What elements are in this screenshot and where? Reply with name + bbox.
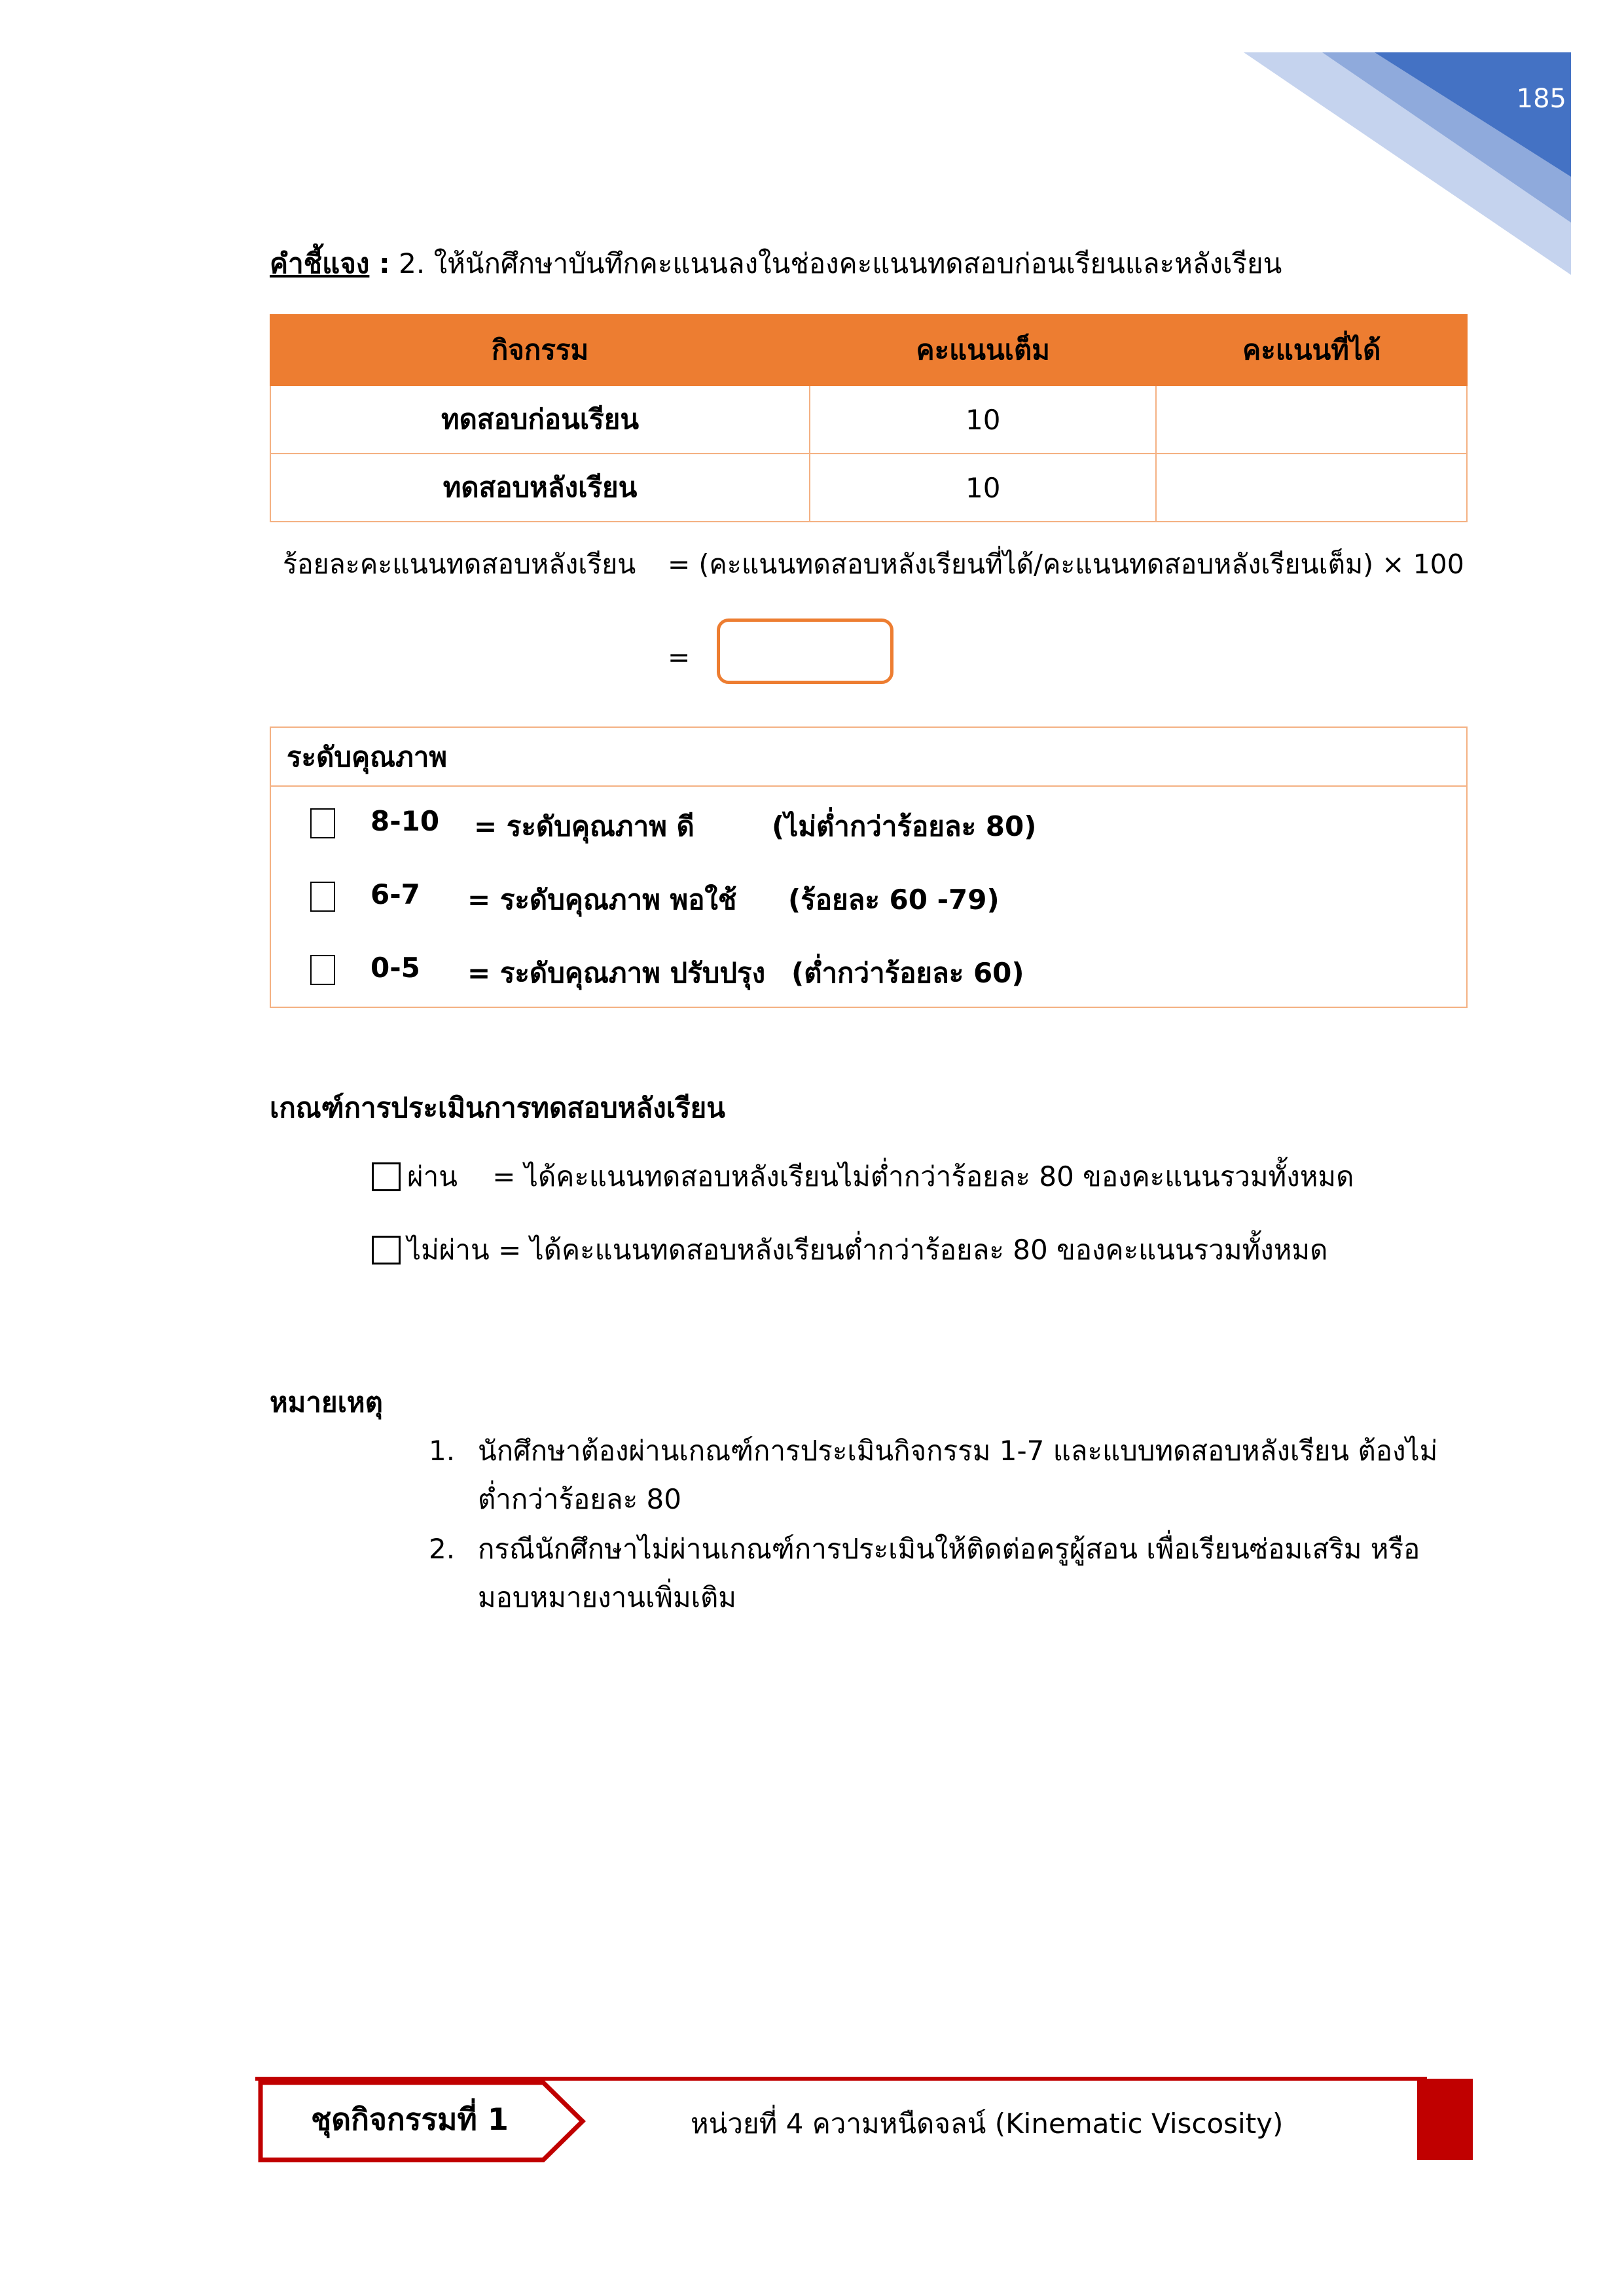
quality-level-text: = ระดับคุณภาพ ปรับปรุง xyxy=(467,957,766,989)
quality-percent: (ไม่ต่ำกว่าร้อยละ 80) xyxy=(772,810,1037,842)
score-table xyxy=(270,314,1468,522)
quality-range: 6-7 xyxy=(370,878,420,910)
quality-level-good xyxy=(310,805,1037,842)
instruction xyxy=(270,242,1282,285)
checkbox[interactable] xyxy=(310,882,335,912)
criteria-title: เกณฑ์การประเมินการทดสอบหลังเรียน xyxy=(270,1092,725,1124)
formula-expression: = (คะแนนทดสอบหลังเรียนที่ได้/คะแนนทดสอบหลังเรียนเต็ม) × 100 xyxy=(668,548,1464,580)
instruction-text: 2. ให้นักศึกษาบันทึกคะแนนลงในช่องคะแนนทดสอบก่อนเรียนและหลังเรียน xyxy=(389,247,1282,279)
instruction-label: คำชี้แจง xyxy=(270,247,370,279)
quality-level-box xyxy=(270,726,1468,1008)
quality-percent: (ร้อยละ 60 -79) xyxy=(788,884,1000,916)
percent-answer-box[interactable] xyxy=(717,619,893,684)
header-score: คะแนนที่ได้ xyxy=(1156,315,1467,386)
quality-range: 8-10 xyxy=(370,805,440,837)
note-number: 2. xyxy=(429,1533,456,1565)
page-number: 185 xyxy=(1516,84,1566,114)
note-text: นักศึกษาต้องผ่านเกณฑ์การประเมินกิจกรรม 1-7 และแบบทดสอบหลังเรียน ต้องไม่ต่ำกว่าร้อยละ 80 xyxy=(478,1435,1438,1515)
checkbox[interactable] xyxy=(310,808,335,838)
header-full-score: คะแนนเต็ม xyxy=(810,315,1156,386)
checkbox[interactable] xyxy=(372,1236,401,1265)
instruction-colon: : xyxy=(369,247,390,279)
quality-range: 0-5 xyxy=(370,952,420,984)
criteria-text: ผ่าน = ได้คะแนนทดสอบหลังเรียนไม่ต่ำกว่าร้อยละ 80 ของคะแนนรวมทั้งหมด xyxy=(407,1160,1354,1193)
row-score-input[interactable] xyxy=(1156,386,1467,454)
score-table-header xyxy=(270,315,1467,386)
note-number: 1. xyxy=(429,1435,456,1467)
footer-unit-title: หน่วยที่ 4 ความหนืดจลน์ (Kinematic Viscosity) xyxy=(691,2108,1284,2140)
criteria-text: ไม่ผ่าน = ได้คะแนนทดสอบหลังเรียนต่ำกว่าร้อยละ 80 ของคะแนนรวมทั้งหมด xyxy=(407,1234,1328,1266)
quality-level-fair xyxy=(310,878,1000,916)
row-full-score: 10 xyxy=(810,454,1156,522)
header-activity: กิจกรรม xyxy=(270,315,810,386)
row-full-score: 10 xyxy=(810,386,1156,454)
notes-title: หมายเหตุ xyxy=(270,1386,383,1418)
quality-title: ระดับคุณภาพ xyxy=(271,728,1466,787)
quality-level-text: = ระดับคุณภาพ ดี xyxy=(474,810,695,842)
quality-level-text: = ระดับคุณภาพ พอใช้ xyxy=(467,884,737,916)
formula-label: ร้อยละคะแนนทดสอบหลังเรียน xyxy=(283,548,636,580)
checkbox[interactable] xyxy=(372,1162,401,1191)
quality-percent: (ต่ำกว่าร้อยละ 60) xyxy=(791,957,1024,989)
row-score-input[interactable] xyxy=(1156,454,1467,522)
footer-activity-set: ชุดกิจกรรมที่ 1 xyxy=(311,2102,509,2137)
table-row xyxy=(270,386,1467,454)
note-text: กรณีนักศึกษาไม่ผ่านเกณฑ์การประเมินให้ติดต่อครูผู้สอน เพื่อเรียนซ่อมเสริม หรือมอบหมายงานเพิ่มเติม xyxy=(478,1533,1420,1613)
row-activity: ทดสอบหลังเรียน xyxy=(270,454,810,522)
quality-level-improve xyxy=(310,952,1024,989)
table-row xyxy=(270,454,1467,522)
row-activity: ทดสอบก่อนเรียน xyxy=(270,386,810,454)
criteria-fail xyxy=(372,1229,1327,1272)
criteria-pass xyxy=(372,1155,1354,1198)
checkbox[interactable] xyxy=(310,955,335,985)
formula-equals: = xyxy=(668,641,691,673)
